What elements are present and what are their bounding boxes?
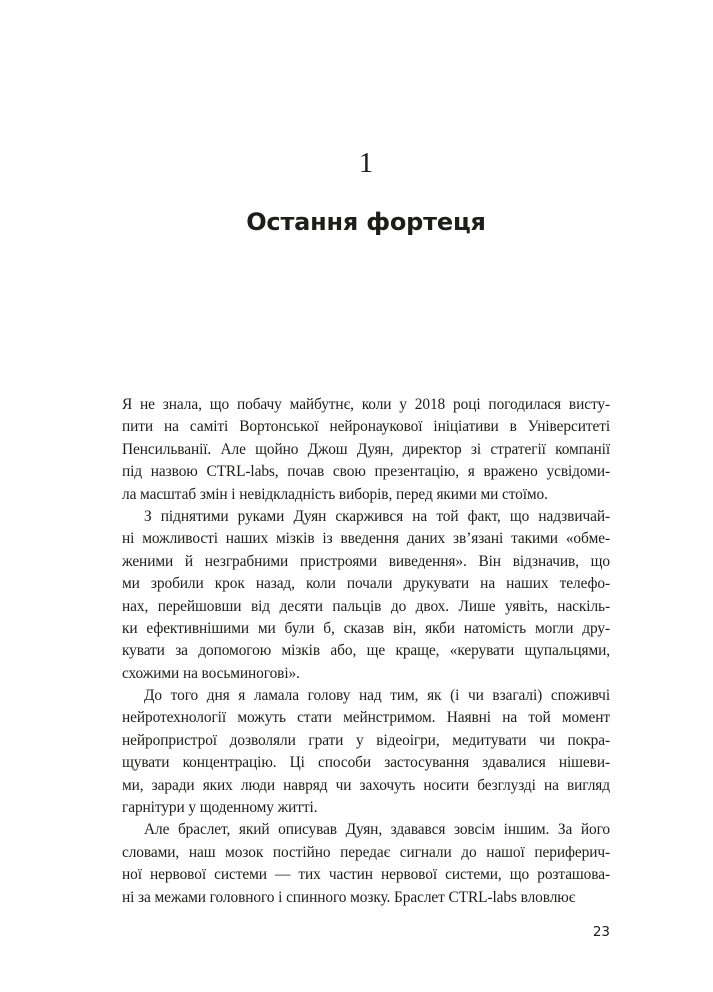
text-line: Але браслет, який описував Дуян, здавався зовсім іншим. За його	[144, 821, 610, 839]
text-line: нейропристрої дозволяли грати у відеоігри, медитувати чи покра-	[122, 731, 610, 749]
chapter-number: 1	[358, 147, 374, 179]
text-line: Я не знала, що побачу майбутнє, коли у 2018 році погодилася висту-	[122, 396, 610, 413]
paragraph	[122, 819, 610, 909]
text-line: ні за межами головного і спинного мозку. Браслет CTRL-labs вловлює	[122, 888, 576, 906]
text-line: гарнітури у щоденному житті.	[122, 799, 318, 817]
text-line: женими й незграбними пристроями виведення». Він відзначив, що	[122, 552, 610, 570]
text-line: ми, заради яких люди навряд чи захочуть носити безглузді на вигляд	[122, 776, 610, 794]
text-line: З піднятими руками Дуян скаржився на той факт, що надзвичай-	[144, 507, 610, 525]
text-line: нейротехнології можуть стати мейнстримом. Наявні на той момент	[122, 709, 610, 727]
paragraph	[122, 685, 610, 819]
text-line: ної нервової системи — тих частин нервової системи, що розташова-	[122, 866, 610, 884]
text-line: під назвою CTRL-labs, почав свою презентацію, я вражено усвідоми-	[122, 463, 610, 481]
text-line: ми зробили крок назад, коли почали друкувати на наших телефо-	[122, 575, 610, 593]
paragraph	[122, 394, 610, 506]
text-line: щувати концентрацію. Ці способи застосування здавалися нішеви-	[122, 754, 610, 772]
body-text	[122, 394, 610, 909]
page-number: 23	[592, 924, 610, 940]
text-line: нах, перейшовши від десяти пальців до двох. Лише уявіть, наскіль-	[122, 597, 610, 615]
paragraph	[122, 506, 610, 685]
text-line: словами, наш мозок постійно передає сигнали до нашої периферич-	[122, 843, 610, 861]
chapter-title: Остання фортеця	[246, 208, 486, 236]
text-line: До того дня я ламала голову над тим, як (і чи взагалі) споживчі	[144, 687, 610, 705]
text-line: ла масштаб змін і невідкладність виборів, перед якими ми стоїмо.	[122, 485, 548, 503]
text-line: Пенсильванії. Але щойно Джош Дуян, директор зі стратегії компанії	[122, 440, 610, 458]
text-line: пити на саміті Вортонської нейронаукової ініціативи в Університеті	[122, 418, 610, 436]
text-line: ні можливості наших мізків із введення даних зв’язані такими «обме-	[122, 530, 610, 548]
text-line: кувати за допомогою мізків або, ще краще, «керувати щупальцями,	[122, 642, 610, 660]
text-line: ки ефективнішими ми були б, сказав він, якби натомість могли дру-	[122, 619, 610, 637]
text-line: схожими на восьминогові».	[122, 664, 300, 682]
